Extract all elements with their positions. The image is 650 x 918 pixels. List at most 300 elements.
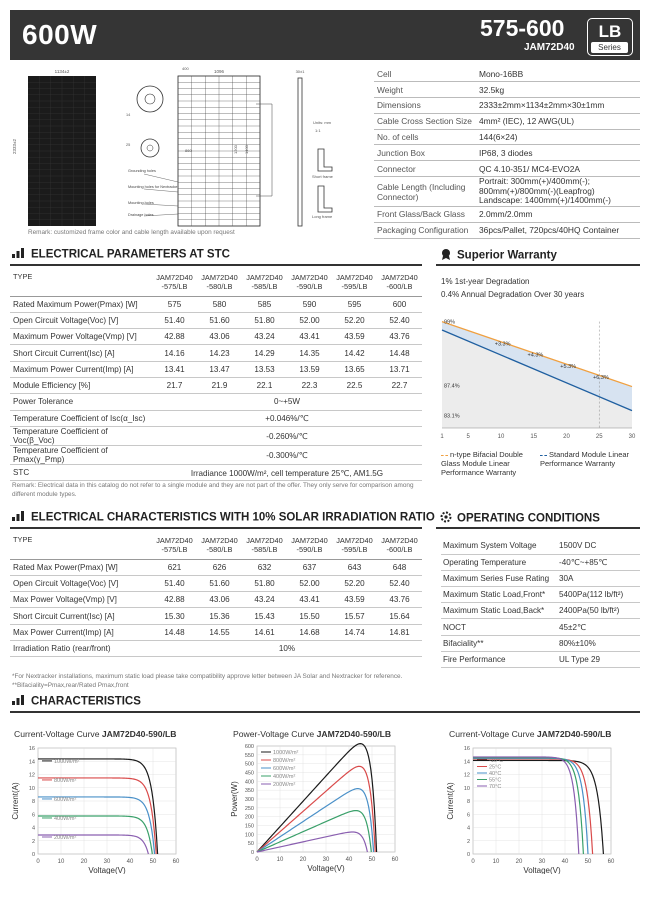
row-value: 42.88 bbox=[152, 329, 197, 345]
row-label: Open Circuit Voltage(Voc) [V] bbox=[10, 575, 152, 591]
op-row bbox=[441, 587, 640, 603]
op-value: 2400Pa(50 lb/ft²) bbox=[557, 603, 640, 619]
row-value: 632 bbox=[242, 559, 287, 575]
op-row bbox=[441, 651, 640, 667]
row-value: 626 bbox=[197, 559, 242, 575]
x-tick-label: 0 bbox=[255, 857, 259, 863]
row-label: Temperature Coefficient of Voc(β_Voc) bbox=[10, 426, 152, 445]
irr-section-title bbox=[12, 511, 435, 524]
warranty-x-tick: 30 bbox=[628, 434, 636, 440]
legend-swatch-orange bbox=[441, 455, 448, 456]
row-label: Maximum Power Current(Imp) [A] bbox=[10, 361, 152, 377]
spec-key: Cable Length (Including Connector) bbox=[374, 177, 476, 207]
legend-label: 400W/m² bbox=[54, 815, 77, 822]
model-header: JAM72D40 -600/LB bbox=[377, 531, 422, 559]
row-value: 22.1 bbox=[242, 377, 287, 393]
spec-key: Dimensions bbox=[374, 98, 476, 114]
spec-value: Mono-16BB bbox=[476, 66, 640, 82]
char-title-text: CHARACTERISTICS bbox=[31, 695, 141, 708]
row-value: 600 bbox=[377, 296, 422, 312]
x-tick-label: 50 bbox=[584, 859, 592, 865]
row-label: Power Tolerance bbox=[10, 394, 152, 410]
op-key: Maximum System Voltage bbox=[441, 538, 557, 554]
warranty-point-label: 99% bbox=[444, 319, 456, 326]
row-value: 15.43 bbox=[242, 608, 287, 624]
row-value: 22.3 bbox=[287, 377, 332, 393]
x-tick-label: 30 bbox=[538, 859, 546, 865]
x-tick-label: 10 bbox=[492, 859, 500, 865]
char-section-title bbox=[12, 695, 141, 708]
warranty-gain-label: +5.3% bbox=[560, 363, 577, 370]
table-header-row bbox=[10, 531, 422, 559]
op-value: UL Type 29 bbox=[557, 651, 640, 667]
x-tick-label: 10 bbox=[276, 857, 284, 863]
model-header: JAM72D40 -575/LB bbox=[152, 268, 197, 296]
row-value: 51.40 bbox=[152, 575, 197, 591]
x-tick-label: 10 bbox=[57, 859, 65, 865]
row-label: Max Power Voltage(Vmp) [V] bbox=[10, 592, 152, 608]
units-label: Units: mm bbox=[313, 120, 331, 125]
model-header: JAM72D40 -585/LB bbox=[242, 268, 287, 296]
x-tick-label: 50 bbox=[149, 859, 157, 865]
table-span-row bbox=[10, 640, 422, 656]
label-grounding-holes: Grounding holes bbox=[128, 169, 156, 173]
row-value: 52.00 bbox=[287, 312, 332, 328]
row-value: 13.59 bbox=[287, 361, 332, 377]
row-label: Module Efficiency [%] bbox=[10, 377, 152, 393]
y-tick-label: 0 bbox=[31, 852, 35, 858]
y-axis-label: Current(A) bbox=[11, 782, 20, 820]
op-key: Maximum Series Fuse Rating bbox=[441, 570, 557, 586]
legend-label: 55°C bbox=[489, 777, 502, 784]
table-row bbox=[10, 608, 422, 624]
spec-value: 32.5kg bbox=[476, 82, 640, 98]
y-tick-label: 0 bbox=[466, 852, 470, 858]
row-value: 10% bbox=[152, 640, 422, 656]
table-row bbox=[10, 624, 422, 640]
row-value: 52.00 bbox=[287, 575, 332, 591]
row-value: 14.48 bbox=[377, 345, 422, 361]
row-value: 15.30 bbox=[152, 608, 197, 624]
row-value: 22.7 bbox=[377, 377, 422, 393]
warranty-title bbox=[440, 248, 557, 263]
row-label: Temperature Coefficient of Isc(α_Isc) bbox=[10, 410, 152, 426]
model-name: JAM72D40 bbox=[524, 42, 575, 53]
table-row bbox=[10, 329, 422, 345]
warranty-gain-label: +4.3% bbox=[527, 352, 544, 359]
model-header: JAM72D40 -590/LB bbox=[287, 531, 332, 559]
long-frame-section bbox=[318, 186, 332, 212]
row-value: 14.29 bbox=[242, 345, 287, 361]
model-header: JAM72D40 -600/LB bbox=[377, 268, 422, 296]
row-value: 22.5 bbox=[332, 377, 377, 393]
model-header: JAM72D40 -585/LB bbox=[242, 531, 287, 559]
dim-d: 400 bbox=[182, 66, 189, 71]
row-label: Maximum Power Voltage(Vmp) [V] bbox=[10, 329, 152, 345]
op-value: 80%±10% bbox=[557, 635, 640, 651]
row-value: 43.41 bbox=[287, 592, 332, 608]
pv-title-text: Power-Voltage Curve bbox=[233, 729, 315, 739]
gear-icon bbox=[440, 511, 452, 526]
dim-f: 14 bbox=[126, 113, 131, 117]
op-value: 5400Pa(112 lb/ft²) bbox=[557, 587, 640, 603]
warranty-x-tick: 20 bbox=[563, 434, 570, 440]
warranty-x-tick: 5 bbox=[466, 434, 470, 440]
op-row bbox=[441, 554, 640, 570]
x-tick-label: 20 bbox=[80, 859, 88, 865]
row-label: STC bbox=[10, 464, 152, 480]
row-value: 580 bbox=[197, 296, 242, 312]
panel-side-view bbox=[298, 78, 302, 226]
row-value: 585 bbox=[242, 296, 287, 312]
y-tick-label: 16 bbox=[28, 746, 35, 752]
table-row bbox=[10, 296, 422, 312]
y-tick-label: 450 bbox=[244, 770, 254, 777]
series-line bbox=[38, 797, 155, 854]
row-value: 0~+5W bbox=[152, 394, 422, 410]
row-value: 13.53 bbox=[242, 361, 287, 377]
x-tick-label: 30 bbox=[103, 859, 111, 865]
y-tick-label: 2 bbox=[31, 838, 35, 845]
spec-key: Weight bbox=[374, 82, 476, 98]
irr-note2: **Bifaciality=Pmax,rear/Rated Pmax,front bbox=[12, 682, 129, 689]
x-tick-label: 0 bbox=[471, 859, 475, 865]
iv-curve-chart bbox=[8, 742, 208, 874]
y-axis-label: Current(A) bbox=[446, 782, 455, 820]
legend-label: -10°C bbox=[489, 758, 504, 764]
series-badge-text: LB bbox=[598, 22, 622, 41]
op-row bbox=[441, 570, 640, 586]
long-frame-label: Long frame bbox=[312, 214, 333, 219]
legend-text-2: Standard Module Linear Performance Warranty bbox=[540, 450, 630, 468]
y-tick-label: 0 bbox=[250, 850, 254, 856]
table-header-row bbox=[10, 268, 422, 296]
stc-title-text: ELECTRICAL PARAMETERS AT STC bbox=[31, 248, 230, 261]
model-header: JAM72D40 -580/LB bbox=[197, 531, 242, 559]
type-label: TYPE bbox=[10, 268, 152, 296]
y-tick-label: 150 bbox=[244, 823, 254, 830]
legend-text-1: n-type Bifacial Double Glass Module Linear Performance Warranty bbox=[441, 450, 523, 477]
model-header: JAM72D40 -580/LB bbox=[197, 268, 242, 296]
spec-row bbox=[374, 177, 640, 207]
row-value: 590 bbox=[287, 296, 332, 312]
table-row bbox=[10, 312, 422, 328]
spec-value: 36pcs/Pallet, 720pcs/40HQ Container bbox=[476, 222, 640, 238]
x-tick-label: 50 bbox=[368, 857, 376, 863]
iv-temp-curve-chart bbox=[443, 742, 643, 874]
row-value: -0.300%/℃ bbox=[152, 445, 422, 464]
legend-label: 25°C bbox=[489, 764, 502, 771]
warranty-x-tick: 1 bbox=[440, 434, 444, 440]
op-value: 1500V DC bbox=[557, 538, 640, 554]
x-tick-label: 30 bbox=[322, 857, 330, 863]
y-tick-label: 350 bbox=[244, 788, 254, 795]
spec-value: QC 4.10-351/ MC4-EVO2A bbox=[476, 161, 640, 177]
stc-remark: Remark: Electrical data in this catalog do not refer to a single module and they are not part of the offer. They only serve for comparison among different module types. bbox=[12, 482, 414, 498]
row-value: 51.40 bbox=[152, 312, 197, 328]
row-value: 43.24 bbox=[242, 329, 287, 345]
row-value: 14.55 bbox=[197, 624, 242, 640]
y-tick-label: 4 bbox=[466, 825, 470, 832]
row-label: Open Circuit Voltage(Voc) [V] bbox=[10, 312, 152, 328]
spec-value: IP68, 3 diodes bbox=[476, 145, 640, 161]
row-value: 51.60 bbox=[197, 575, 242, 591]
op-divider bbox=[436, 527, 640, 529]
row-value: 14.35 bbox=[287, 345, 332, 361]
y-tick-label: 6 bbox=[466, 812, 470, 819]
row-label: Rated Maximum Power(Pmax) [W] bbox=[10, 296, 152, 312]
warranty-x-tick: 25 bbox=[595, 434, 603, 440]
legend-label: 800W/m² bbox=[273, 758, 296, 764]
warranty-point-label: 87.4% bbox=[444, 383, 460, 390]
y-tick-label: 8 bbox=[466, 799, 470, 805]
op-row bbox=[441, 619, 640, 635]
warranty-chart bbox=[436, 308, 642, 446]
stc-section-title bbox=[12, 248, 230, 261]
op-key: Maximum Static Load,Back* bbox=[441, 603, 557, 619]
row-value: 13.41 bbox=[152, 361, 197, 377]
op-section-title bbox=[440, 511, 600, 526]
row-label: Short Circuit Current(Isc) [A] bbox=[10, 345, 152, 361]
spec-key: Packaging Configuration bbox=[374, 222, 476, 238]
row-value: 14.42 bbox=[332, 345, 377, 361]
row-label: Temperature Coefficient of Pmax(γ_Pmp) bbox=[10, 445, 152, 464]
char-divider bbox=[10, 711, 640, 713]
row-value: 42.88 bbox=[152, 592, 197, 608]
op-row bbox=[441, 538, 640, 554]
y-tick-label: 250 bbox=[244, 805, 254, 812]
x-tick-label: 20 bbox=[515, 859, 523, 865]
iv-temp-chart-title bbox=[449, 729, 611, 739]
op-value: -40℃~+85℃ bbox=[557, 554, 640, 570]
row-value: 13.47 bbox=[197, 361, 242, 377]
series-line bbox=[257, 832, 367, 852]
op-title-text: OPERATING CONDITIONS bbox=[457, 512, 600, 525]
x-tick-label: 60 bbox=[391, 857, 399, 863]
spec-row bbox=[374, 113, 640, 129]
spec-row bbox=[374, 222, 640, 238]
table-row bbox=[10, 377, 422, 393]
y-tick-label: 16 bbox=[463, 746, 470, 752]
y-tick-label: 500 bbox=[244, 761, 254, 768]
spec-value: 2.0mm/2.0mm bbox=[476, 207, 640, 223]
warranty-line2: 0.4% Annual Degradation Over 30 years bbox=[441, 290, 585, 299]
legend-label: 600W/m² bbox=[54, 796, 77, 803]
model-header: JAM72D40 -575/LB bbox=[152, 531, 197, 559]
row-value: 621 bbox=[152, 559, 197, 575]
row-value: 43.41 bbox=[287, 329, 332, 345]
op-value: 30A bbox=[557, 570, 640, 586]
series-line bbox=[257, 789, 374, 852]
table-row bbox=[10, 592, 422, 608]
row-value: 13.71 bbox=[377, 361, 422, 377]
y-tick-label: 550 bbox=[244, 752, 254, 759]
row-value: 21.9 bbox=[197, 377, 242, 393]
spec-value: 144(6×24) bbox=[476, 129, 640, 145]
op-row bbox=[441, 603, 640, 619]
row-value: 21.7 bbox=[152, 377, 197, 393]
row-value: 14.23 bbox=[197, 345, 242, 361]
spec-value: 4mm² (IEC), 12 AWG(UL) bbox=[476, 113, 640, 129]
label-drainage-holes: Drainage holes bbox=[128, 213, 154, 217]
legend-label: 800W/m² bbox=[54, 777, 77, 784]
legend-label: 70°C bbox=[489, 784, 502, 790]
y-tick-label: 12 bbox=[463, 772, 470, 779]
table-span-row bbox=[10, 445, 422, 464]
y-tick-label: 600 bbox=[244, 744, 254, 750]
row-value: 14.16 bbox=[152, 345, 197, 361]
op-key: Bifaciality** bbox=[441, 635, 557, 651]
header-bar bbox=[10, 10, 640, 60]
spec-key: Junction Box bbox=[374, 145, 476, 161]
row-value: 14.81 bbox=[377, 624, 422, 640]
dim-b: 1200 bbox=[233, 145, 238, 154]
irr-table bbox=[10, 531, 422, 657]
y-tick-label: 4 bbox=[31, 825, 35, 832]
row-value: Irradiance 1000W/m², cell temperature 25℃, AM1.5G bbox=[152, 464, 422, 480]
row-value: 43.76 bbox=[377, 329, 422, 345]
pv-curve-chart bbox=[227, 740, 427, 874]
row-value: 14.68 bbox=[287, 624, 332, 640]
irr-title-text: ELECTRICAL CHARACTERISTICS WITH 10% SOLAR IRRADIATION RATIO bbox=[31, 511, 435, 524]
row-value: 15.64 bbox=[377, 608, 422, 624]
spec-key: Cable Cross Section Size bbox=[374, 113, 476, 129]
y-tick-label: 10 bbox=[28, 785, 35, 792]
stc-table bbox=[10, 268, 422, 481]
row-value: 43.59 bbox=[332, 329, 377, 345]
series-badge-label: Series bbox=[591, 42, 628, 53]
legend-label: 1000W/m² bbox=[273, 750, 299, 756]
junction-box-detail bbox=[137, 86, 163, 112]
legend-label: 600W/m² bbox=[273, 766, 296, 772]
spec-row bbox=[374, 145, 640, 161]
table-span-row bbox=[10, 410, 422, 426]
short-frame-section bbox=[318, 149, 332, 171]
irr-note1: *For Nextracker installations, maximum static load please take compatibility approve letter between JA Solar and Nextracker for reference. bbox=[12, 673, 403, 680]
row-value: 15.50 bbox=[287, 608, 332, 624]
table-row bbox=[10, 575, 422, 591]
x-tick-label: 40 bbox=[561, 859, 569, 865]
y-tick-label: 200 bbox=[244, 814, 254, 821]
legend-label: 200W/m² bbox=[54, 834, 77, 841]
row-label: Irradiation Ratio (rear/front) bbox=[10, 640, 152, 656]
medal-icon bbox=[440, 248, 452, 263]
row-value: 15.57 bbox=[332, 608, 377, 624]
y-tick-label: 8 bbox=[31, 799, 35, 805]
warranty-gain-label: +6.3% bbox=[593, 375, 609, 382]
pv-chart-title bbox=[233, 729, 391, 739]
table-row bbox=[10, 345, 422, 361]
row-value: 648 bbox=[377, 559, 422, 575]
spec-key: Cell bbox=[374, 66, 476, 82]
spec-value: 2333±2mm×1134±2mm×30±1mm bbox=[476, 98, 640, 114]
dim-c: 860 bbox=[185, 148, 192, 153]
x-axis-label: Voltage(V) bbox=[307, 864, 345, 873]
row-label: Short Circuit Current(Isc) [A] bbox=[10, 608, 152, 624]
row-value: 643 bbox=[332, 559, 377, 575]
warranty-point-label: 83.1% bbox=[444, 413, 460, 420]
iv-title-text: Current-Voltage Curve bbox=[14, 729, 100, 739]
dim-height: 2333±2 bbox=[12, 139, 17, 154]
short-frame-label: Short frame bbox=[312, 174, 333, 179]
op-key: Maximum Static Load,Front* bbox=[441, 587, 557, 603]
warranty-divider bbox=[436, 264, 640, 266]
dim-side: 30±1 bbox=[295, 69, 305, 74]
scale-label: 1:1 bbox=[315, 128, 321, 133]
row-value: 51.80 bbox=[242, 312, 287, 328]
x-tick-label: 40 bbox=[345, 857, 353, 863]
row-value: -0.260%/℃ bbox=[152, 426, 422, 445]
power-title: 600W bbox=[22, 19, 98, 50]
warranty-line1: 1% 1st-year Degradation bbox=[441, 277, 530, 286]
y-tick-label: 6 bbox=[31, 812, 35, 819]
warranty-title-text: Superior Warranty bbox=[457, 249, 557, 262]
dim-top: 1096 bbox=[213, 69, 225, 74]
op-row bbox=[441, 635, 640, 651]
row-value: 14.48 bbox=[152, 624, 197, 640]
label-mounting-nextracker: Mounting holes for Nextracker bbox=[128, 185, 179, 189]
legend-swatch-blue bbox=[540, 455, 547, 456]
legend-label: 200W/m² bbox=[273, 782, 296, 788]
table-span-row bbox=[10, 426, 422, 445]
x-axis-label: Voltage(V) bbox=[523, 866, 561, 874]
stc-divider bbox=[10, 264, 422, 266]
spec-row bbox=[374, 161, 640, 177]
chart-bar-icon bbox=[12, 695, 26, 708]
row-value: 14.74 bbox=[332, 624, 377, 640]
row-label: Max Power Current(Imp) [A] bbox=[10, 624, 152, 640]
spec-key: Front Glass/Back Glass bbox=[374, 207, 476, 223]
model-header: JAM72D40 -590/LB bbox=[287, 268, 332, 296]
row-value: 52.20 bbox=[332, 575, 377, 591]
row-value: 637 bbox=[287, 559, 332, 575]
y-tick-label: 12 bbox=[28, 772, 35, 779]
table-row bbox=[10, 559, 422, 575]
table-row bbox=[10, 361, 422, 377]
y-tick-label: 300 bbox=[244, 797, 254, 803]
row-value: 43.76 bbox=[377, 592, 422, 608]
y-tick-label: 100 bbox=[244, 832, 254, 839]
label-mounting-holes: Mounting holes bbox=[128, 201, 154, 205]
row-value: 52.40 bbox=[377, 312, 422, 328]
row-value: 43.59 bbox=[332, 592, 377, 608]
drawing-remark: Remark: customized frame color and cable length available upon request bbox=[28, 229, 235, 236]
op-table bbox=[441, 538, 640, 668]
op-key: Fire Performance bbox=[441, 651, 557, 667]
row-value: 13.65 bbox=[332, 361, 377, 377]
model-header: JAM72D40 -595/LB bbox=[332, 531, 377, 559]
iv-temp-title-text: Current-Voltage Curve bbox=[449, 729, 535, 739]
warranty-gain-label: +3.3% bbox=[494, 341, 511, 348]
model-header: JAM72D40 -595/LB bbox=[332, 268, 377, 296]
op-key: Operating Temperature bbox=[441, 554, 557, 570]
row-value: 14.61 bbox=[242, 624, 287, 640]
chart-icon bbox=[12, 248, 26, 261]
legend-label: 40°C bbox=[489, 771, 502, 777]
series-badge bbox=[587, 18, 633, 56]
irr-divider bbox=[10, 527, 422, 529]
type-label: TYPE bbox=[10, 531, 152, 559]
y-tick-label: 2 bbox=[466, 838, 470, 845]
y-axis-label: Power(W) bbox=[230, 781, 239, 817]
spec-key: Connector bbox=[374, 161, 476, 177]
spec-row bbox=[374, 207, 640, 223]
spec-row bbox=[374, 66, 640, 82]
legend-label: 400W/m² bbox=[273, 774, 296, 780]
x-axis-label: Voltage(V) bbox=[88, 866, 126, 874]
panel-front-view bbox=[28, 76, 96, 226]
x-tick-label: 20 bbox=[299, 857, 307, 863]
